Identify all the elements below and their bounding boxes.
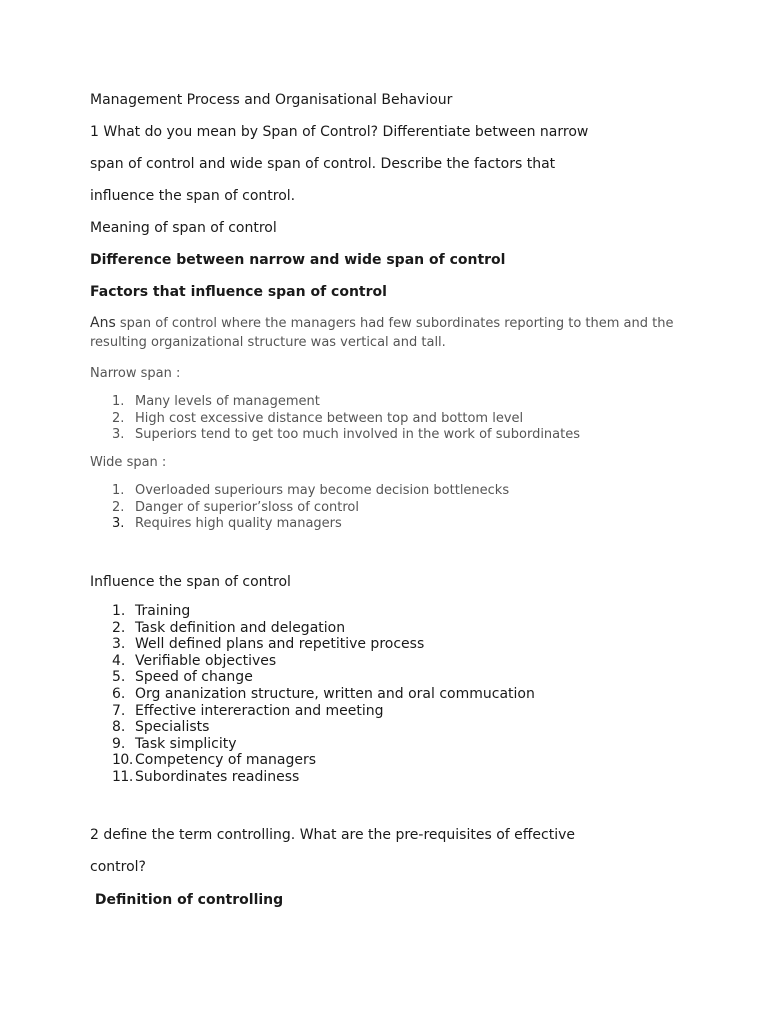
list-item: 8. Specialists: [112, 719, 210, 736]
wide-span-list: [90, 483, 509, 533]
heading-meaning: Meaning of span of control: [90, 220, 277, 236]
list-item: 6. Org ananization structure, written and oral commucation: [112, 685, 535, 702]
narrow-span-list: [90, 394, 580, 444]
question-1-line-1: 1 What do you mean by Span of Control? Differentiate between narrow: [90, 124, 589, 140]
list-item: 2. High cost excessive distance between top and bottom level: [112, 410, 524, 426]
list-item: 11. Subordinates readiness: [112, 768, 300, 785]
list-item: 1. Training: [112, 603, 191, 619]
list-item: 4. Verifiable objectives: [112, 652, 277, 669]
list-item: 9. Task simplicity: [112, 735, 237, 752]
heading-definition: Definition of controlling: [90, 892, 284, 908]
wide-span-label: Wide span :: [90, 455, 167, 470]
narrow-span-label: Narrow span :: [90, 366, 181, 381]
influence-list: [90, 603, 535, 786]
question-2-line-2: control?: [90, 859, 146, 875]
list-item: 1. Many levels of management: [112, 394, 320, 409]
list-item: 3. Superiors tend to get too much involved in the work of subordinates: [112, 427, 581, 442]
list-item: 7. Effective intereraction and meeting: [112, 702, 384, 719]
list-item: 2. Danger of superior’sloss of control: [112, 499, 359, 515]
question-1-line-3: influence the span of control.: [90, 188, 296, 204]
answer-paragraph: [90, 314, 680, 352]
list-item: 10. Competency of managers: [112, 752, 317, 769]
heading-factors: Factors that influence span of control: [90, 284, 387, 300]
list-item: 5. Speed of change: [112, 669, 253, 686]
list-item: 1. Overloaded superiours may become decision bottlenecks: [112, 483, 510, 498]
question-2-line-1: 2 define the term controlling. What are the pre-requisites of effective: [90, 827, 575, 843]
influence-heading: Influence the span of control: [90, 574, 291, 590]
list-item: 3. Requires high quality managers: [112, 516, 342, 531]
answer-text: span of control where the managers had few subordinates reporting to them and the resulting organizational structure was vertical and tall.: [90, 316, 674, 350]
list-item: 2. Task definition and delegation: [112, 619, 346, 636]
question-1-line-2: span of control and wide span of control. Describe the factors that: [90, 156, 556, 172]
heading-difference: Difference between narrow and wide span of control: [90, 252, 506, 268]
document-title: Management Process and Organisational Behaviour: [90, 92, 453, 108]
list-item: 3. Well defined plans and repetitive process: [112, 636, 425, 653]
answer-label: Ans: [90, 315, 116, 331]
